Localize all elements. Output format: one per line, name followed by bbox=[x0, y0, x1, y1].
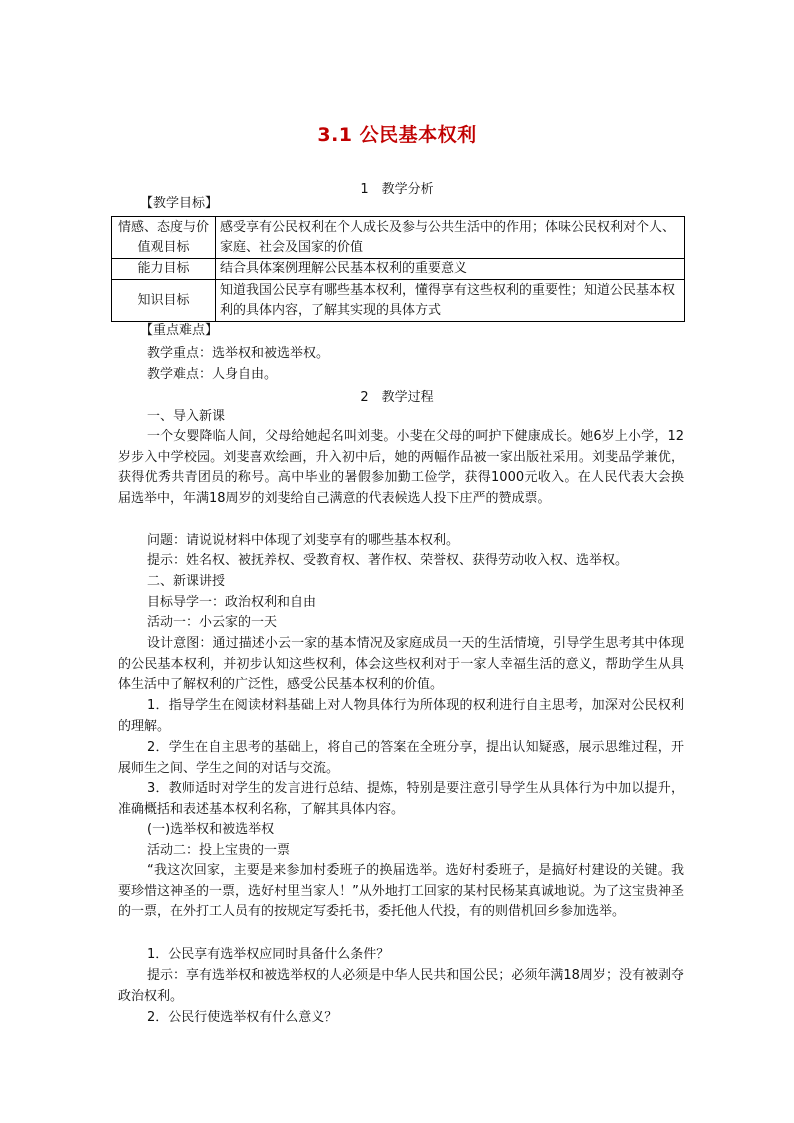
step-1: 1．指导学生在阅读材料基础上对人物具体行为所体现的权利进行自主思考，加深对公民权利的理解。 bbox=[118, 698, 684, 734]
table-row bbox=[112, 217, 685, 259]
activity-2: 活动二：投上宝贵的一票 bbox=[147, 843, 291, 858]
hint-a: 提示：享有选举权和被选举权的人必须是中华人民共和国公民；必须年满18周岁；没有被剥夺政治权利。 bbox=[118, 968, 684, 1004]
objective-label: 情感、态度与价值观目标 bbox=[112, 217, 216, 259]
goal-1: 目标导学一：政治权利和自由 bbox=[147, 595, 317, 610]
objective-text: 知道我国公民享有哪些基本权利，懂得享有这些权利的重要性；知道公民基本权利的具体内容，了解其实现的具体方式 bbox=[216, 280, 685, 322]
table-row bbox=[112, 280, 685, 322]
key-difficulty-heading: 【重点难点】 bbox=[140, 323, 219, 338]
hint-1: 提示：姓名权、被抚养权、受教育权、著作权、荣誉权、获得劳动收入权、选举权。 bbox=[147, 553, 629, 568]
step-2: 2．学生在自主思考的基础上，将自己的答案在全班分享，提出认知疑惑，展示思维过程，开展师生之间、学生之间的对话与交流。 bbox=[118, 740, 684, 776]
intro-paragraph: 一个女婴降临人间，父母给她起名叫刘斐。小斐在父母的呵护下健康成长。她6岁上小学，12岁步入中学校园。刘斐喜欢绘画，升入初中后，她的两幅作品被一家出版社采用。刘斐品学兼优，获得优秀共青团员的称号。高中毕业的暑假参加勤工俭学，获得1000元收入。在人民代表大会换届选举中，年满18周岁的刘斐给自己满意的代表候选人投下庄严的赞成票。 bbox=[118, 429, 684, 506]
section-heading-analysis: 1 教学分析 bbox=[360, 182, 434, 197]
part2-heading: 二、新课讲授 bbox=[147, 574, 226, 589]
page-title: 3.1 公民基本权利 bbox=[317, 124, 477, 146]
part1-heading: 一、导入新课 bbox=[147, 409, 226, 424]
key-point: 教学重点：选举权和被选举权。 bbox=[147, 346, 330, 361]
difficulty: 教学难点：人身自由。 bbox=[147, 367, 278, 382]
question-a: 1．公民享有选举权应同时具备什么条件？ bbox=[147, 947, 390, 962]
table-row bbox=[112, 259, 685, 280]
objectives-heading: 【教学目标】 bbox=[140, 196, 219, 211]
objective-text: 结合具体案例理解公民基本权利的重要意义 bbox=[216, 259, 685, 280]
design-intent-paragraph: 设计意图：通过描述小云一家的基本情况及家庭成员一天的生活情境，引导学生思考其中体现的公民基本权利，并初步认知这些权利，体会这些权利对于一家人幸福生活的意义，帮助学生从具体生活中了解权利的广泛性，感受公民基本权利的价值。 bbox=[118, 636, 684, 692]
section-heading-process: 2 教学过程 bbox=[360, 390, 434, 405]
quote-paragraph: “我这次回家，主要是来参加村委班子的换届选举。选好村委班子，是搞好村建设的关键。我要珍惜这神圣的一票，选好村里当家人！”从外地打工回家的某村民杨某真诚地说。为了这宝贵神圣的一票，在外打工人员有的按规定写委托书，委托他人代投，有的则借机回乡参加选举。 bbox=[118, 863, 684, 919]
step-3: 3．教师适时对学生的发言进行总结、提炼，特别是要注意引导学生从具体行为中加以提升，准确概括和表述基本权利名称，了解其具体内容。 bbox=[118, 781, 684, 817]
activity-1: 活动一：小云家的一天 bbox=[147, 615, 278, 630]
objective-label: 能力目标 bbox=[112, 259, 216, 280]
subsection-election: (一)选举权和被选举权 bbox=[147, 822, 275, 837]
question-1: 问题：请说说材料中体现了刘斐享有的哪些基本权利。 bbox=[147, 533, 460, 548]
objectives-table bbox=[111, 216, 685, 322]
question-b: 2．公民行使选举权有什么意义？ bbox=[147, 1010, 338, 1025]
objective-text: 感受享有公民权利在个人成长及参与公共生活中的作用；体味公民权利对个人、家庭、社会及国家的价值 bbox=[216, 217, 685, 259]
objective-label: 知识目标 bbox=[112, 280, 216, 322]
